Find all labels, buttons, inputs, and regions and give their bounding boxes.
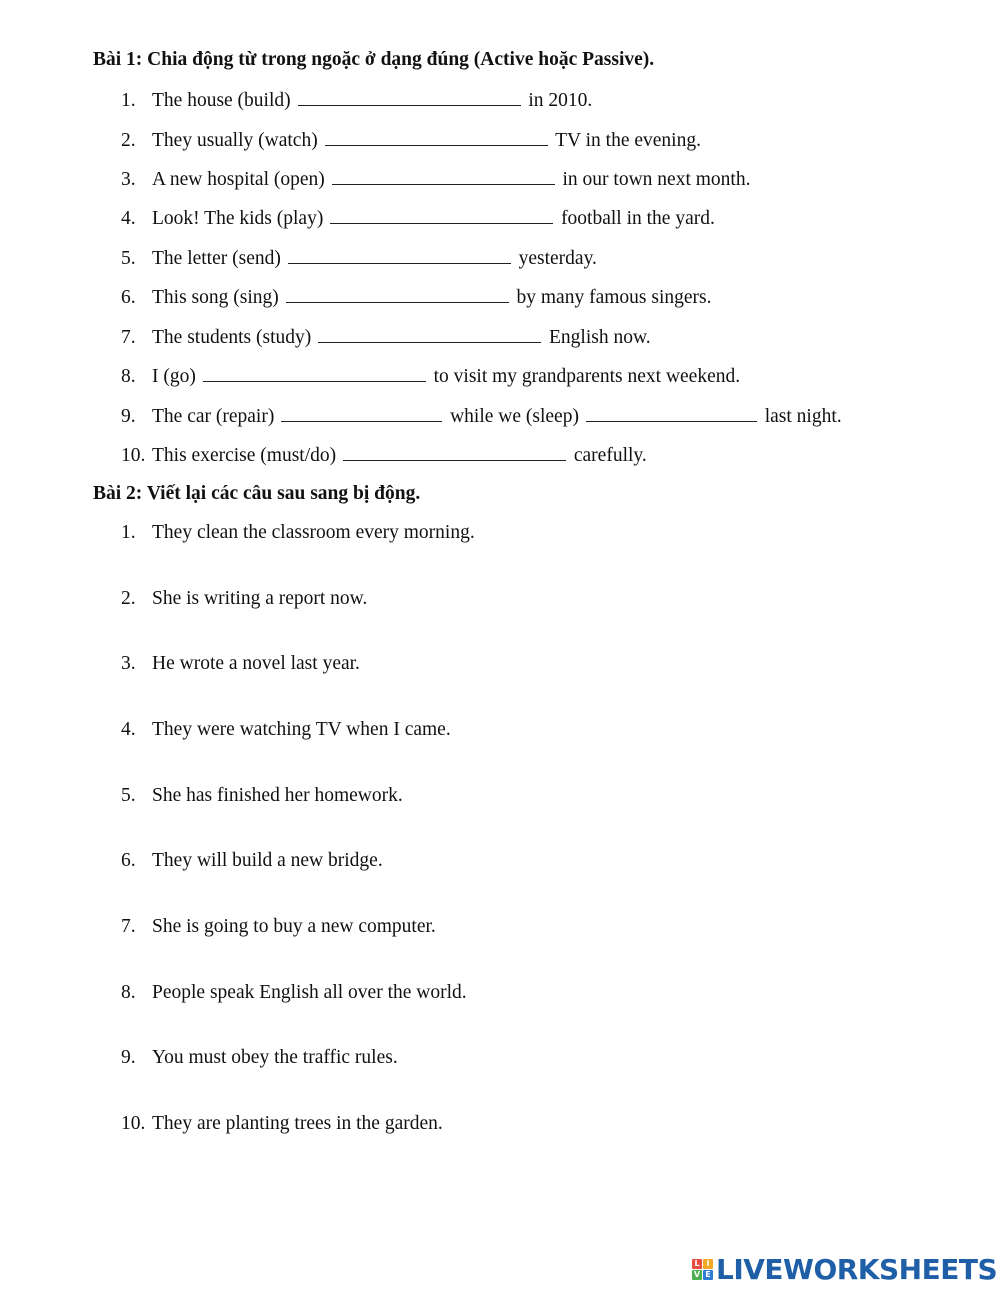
item-prompt: The letter (send) bbox=[152, 248, 281, 269]
item-middle: while we (sleep) bbox=[450, 406, 579, 427]
exercise-1-item-1 bbox=[121, 87, 592, 113]
item-suffix: by many famous singers. bbox=[516, 287, 712, 308]
item-number: 9. bbox=[121, 1047, 136, 1068]
exercise-2-item-1 bbox=[121, 521, 475, 545]
exercise-2-heading: Bài 2: Viết lại các câu sau sang bị động. bbox=[93, 483, 421, 504]
exercise-2-item-3 bbox=[121, 652, 360, 676]
answer-blank[interactable] bbox=[318, 324, 541, 343]
item-number: 4. bbox=[121, 208, 136, 229]
item-prompt: I (go) bbox=[152, 366, 196, 387]
answer-blank[interactable] bbox=[281, 403, 442, 422]
answer-blank[interactable] bbox=[286, 284, 509, 303]
exercise-2-item-8 bbox=[121, 981, 467, 1005]
item-number: 10. bbox=[121, 1113, 146, 1134]
exercise-1-item-10 bbox=[121, 442, 647, 468]
answer-blank[interactable] bbox=[325, 127, 548, 146]
exercise-1-heading: Bài 1: Chia động từ trong ngoặc ở dạng đúng (Active hoặc Passive). bbox=[93, 49, 655, 70]
exercise-1-item-7 bbox=[121, 324, 651, 350]
item-sentence: They were watching TV when I came. bbox=[152, 719, 451, 740]
item-sentence: He wrote a novel last year. bbox=[152, 653, 360, 674]
item-sentence: She has finished her homework. bbox=[152, 785, 403, 806]
exercise-1-item-8 bbox=[121, 363, 740, 389]
exercise-1-item-9 bbox=[121, 403, 842, 429]
answer-blank[interactable] bbox=[288, 245, 511, 264]
item-sentence: She is going to buy a new computer. bbox=[152, 916, 436, 937]
exercise-1-item-6 bbox=[121, 284, 711, 310]
logo-mark-letter: E bbox=[703, 1270, 713, 1280]
item-suffix: in 2010. bbox=[528, 90, 593, 111]
item-number: 7. bbox=[121, 916, 136, 937]
answer-blank[interactable] bbox=[203, 363, 426, 382]
answer-blank[interactable] bbox=[298, 87, 521, 106]
item-suffix: to visit my grandparents next weekend. bbox=[433, 366, 741, 387]
item-number: 6. bbox=[121, 850, 136, 871]
liveworksheets-logo-icon bbox=[692, 1259, 713, 1280]
item-number: 5. bbox=[121, 785, 136, 806]
logo-mark-letter: L bbox=[692, 1259, 702, 1269]
exercise-2-item-2 bbox=[121, 587, 367, 611]
item-suffix: carefully. bbox=[573, 445, 647, 466]
item-number: 2. bbox=[121, 588, 136, 609]
exercise-1-item-2 bbox=[121, 127, 701, 153]
item-number: 6. bbox=[121, 287, 136, 308]
item-suffix: football in the yard. bbox=[561, 208, 715, 229]
exercise-2-item-9 bbox=[121, 1046, 398, 1070]
item-prompt: The car (repair) bbox=[152, 406, 275, 427]
item-sentence: You must obey the traffic rules. bbox=[152, 1047, 398, 1068]
item-number: 1. bbox=[121, 90, 136, 111]
logo-mark-letter: I bbox=[703, 1259, 713, 1269]
item-sentence: They will build a new bridge. bbox=[152, 850, 383, 871]
item-number: 9. bbox=[121, 406, 136, 427]
item-suffix: TV in the evening. bbox=[555, 130, 701, 151]
item-sentence: They clean the classroom every morning. bbox=[152, 522, 475, 543]
item-sentence: They are planting trees in the garden. bbox=[152, 1113, 443, 1134]
item-prompt: Look! The kids (play) bbox=[152, 208, 324, 229]
item-prompt: This song (sing) bbox=[152, 287, 279, 308]
exercise-2-item-6 bbox=[121, 849, 383, 873]
exercise-2-item-4 bbox=[121, 718, 451, 742]
item-number: 10. bbox=[121, 445, 146, 466]
item-number: 4. bbox=[121, 719, 136, 740]
exercise-2-item-7 bbox=[121, 915, 436, 939]
item-suffix: yesterday. bbox=[518, 248, 597, 269]
logo-mark-letter: V bbox=[693, 1269, 701, 1279]
answer-blank[interactable] bbox=[332, 166, 555, 185]
item-prompt: A new hospital (open) bbox=[152, 169, 325, 190]
item-number: 7. bbox=[121, 327, 136, 348]
item-number: 5. bbox=[121, 248, 136, 269]
exercise-2-item-10 bbox=[121, 1112, 443, 1136]
liveworksheets-logo bbox=[692, 1252, 997, 1286]
item-number: 8. bbox=[121, 982, 136, 1003]
exercise-1-item-5 bbox=[121, 245, 597, 271]
exercise-2-item-5 bbox=[121, 784, 403, 808]
liveworksheets-logo-text: LIVEWORKSHEETS bbox=[716, 1252, 998, 1286]
item-number: 2. bbox=[121, 130, 136, 151]
answer-blank[interactable] bbox=[343, 442, 566, 461]
item-suffix: last night. bbox=[764, 406, 842, 427]
item-suffix: English now. bbox=[548, 327, 651, 348]
item-number: 8. bbox=[121, 366, 136, 387]
item-number: 3. bbox=[121, 653, 136, 674]
exercise-1-item-3 bbox=[121, 166, 750, 192]
item-sentence: She is writing a report now. bbox=[152, 588, 368, 609]
item-prompt: They usually (watch) bbox=[152, 130, 318, 151]
item-number: 3. bbox=[121, 169, 136, 190]
item-sentence: People speak English all over the world. bbox=[152, 982, 467, 1003]
item-prompt: The students (study) bbox=[152, 327, 312, 348]
answer-blank[interactable] bbox=[586, 403, 757, 422]
item-prompt: This exercise (must/do) bbox=[152, 445, 337, 466]
item-suffix: in our town next month. bbox=[562, 169, 751, 190]
item-prompt: The house (build) bbox=[152, 90, 291, 111]
item-number: 1. bbox=[121, 522, 136, 543]
exercise-1-item-4 bbox=[121, 205, 715, 231]
answer-blank[interactable] bbox=[330, 205, 553, 224]
